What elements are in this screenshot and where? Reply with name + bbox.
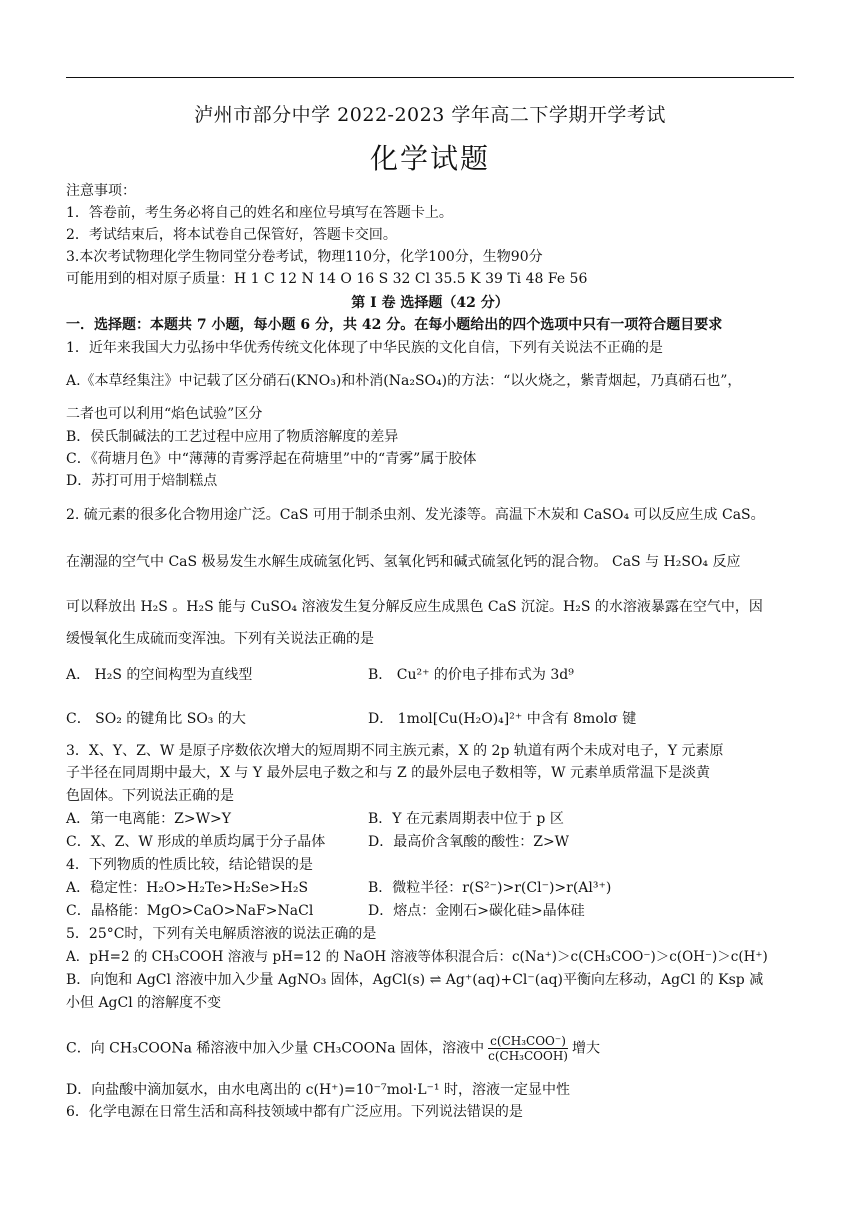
q1-option-d: D．苏打可用于焙制糕点	[66, 473, 218, 489]
q1-option-a-cont: 二者也可以利用“焰色试验”区分	[66, 406, 263, 422]
exam-title: 泸州市部分中学 2022-2023 学年高二下学期开学考试	[194, 104, 666, 126]
q2-line-1: 2. 硫元素的很多化合物用途广泛。CaS 可用于制杀虫剂、发光漆等。高温下木炭和 CaSO₄ 可以反应生成 CaS。	[66, 507, 765, 523]
section-title: 第 I 卷 选择题（42 分）	[351, 295, 509, 311]
q5-option-c-text: C．向 CH₃COONa 稀溶液中加入少量 CH₃COONa 固体，溶液中	[66, 1040, 485, 1057]
q4-stem: 4．下列物质的性质比较，结论错误的是	[66, 857, 313, 873]
subject-title: 化学试题	[369, 142, 490, 175]
q6-stem: 6．化学电源在日常生活和高科技领域中都有广泛应用。下列说法错误的是	[66, 1104, 523, 1120]
q3-option-b: B．Y 在元素周期表中位于 p 区	[368, 811, 564, 827]
header-rule	[66, 77, 794, 78]
q4-option-a: A．稳定性：H₂O>H₂Te>H₂Se>H₂S	[66, 880, 309, 896]
q1-stem: 1．近年来我国大力弘扬中华优秀传统文化体现了中华民族的文化自信，下列有关说法不正确的是	[66, 340, 663, 356]
q4-option-b: B．微粒半径：r(S²⁻)>r(Cl⁻)>r(Al³⁺)	[368, 880, 612, 896]
q5-option-c	[66, 1034, 600, 1063]
q5-option-c-end: 增大	[571, 1040, 600, 1057]
q4-option-d: D．熔点：金刚石>碳化硅>晶体硅	[368, 903, 585, 919]
q5-option-b-cont: 小但 AgCl 的溶解度不变	[66, 995, 222, 1011]
q3-option-a: A．第一电离能：Z>W>Y	[66, 811, 231, 827]
atomic-masses: 可能用到的相对原子质量：H 1 C 12 N 14 O 16 S 32 Cl 35.5 K 39 Ti 48 Fe 56	[66, 271, 588, 287]
concentration-ratio	[486, 1034, 570, 1063]
ratio-denominator: c(CH₃COOH)	[488, 1049, 568, 1063]
q2-line-2: 在潮湿的空气中 CaS 极易发生水解生成硫氢化钙、氢氧化钙和碱式硫氢化钙的混合物。 CaS 与 H₂SO₄ 反应	[66, 554, 741, 570]
q5-option-b: B．向饱和 AgCl 溶液中加入少量 AgNO₃ 固体，AgCl(s) ⇌ Ag⁺(aq)+Cl⁻(aq)平衡向左移动，AgCl 的 Ksp 减	[66, 972, 764, 988]
notice-item-1: 1．答卷前，考生务必将自己的姓名和座位号填写在答题卡上。	[66, 205, 453, 221]
section-instruction: 一．选择题：本题共 7 小题，每小题 6 分，共 42 分。在每小题给出的四个选项中只有一项符合题目要求	[66, 317, 723, 333]
q2-line-4: 缓慢氧化生成硫而变浑浊。下列有关说法正确的是	[66, 631, 374, 647]
notice-heading: 注意事项：	[66, 183, 136, 199]
q2-line-3: 可以释放出 H₂S 。H₂S 能与 CuSO₄ 溶液发生复分解反应生成黑色 CaS 沉淀。H₂S 的水溶液暴露在空气中，因	[66, 599, 763, 615]
q2-option-c: C． SO₂ 的键角比 SO₃ 的大	[66, 711, 246, 727]
q5-option-d: D．向盐酸中滴加氨水，由水电离出的 c(H⁺)=10⁻⁷mol·L⁻¹ 时，溶液一定显中性	[66, 1082, 570, 1098]
q3-line-2: 子半径在同周期中最大，X 与 Y 最外层电子数之和与 Z 的最外层电子数相等，W 元素单质常温下是淡黄	[66, 765, 711, 781]
q5-option-a: A．pH=2 的 CH₃COOH 溶液与 pH=12 的 NaOH 溶液等体积混合后：c(Na⁺)＞c(CH₃COO⁻)＞c(OH⁻)＞c(H⁺)	[66, 949, 768, 965]
q2-option-b: B． Cu²⁺ 的价电子排布式为 3d⁹	[368, 667, 574, 683]
q3-option-d: D．最高价含氧酸的酸性：Z>W	[368, 834, 570, 850]
q1-option-b: B．侯氏制碱法的工艺过程中应用了物质溶解度的差异	[66, 429, 399, 445]
notice-item-2: 2．考试结束后，将本试卷自己保管好，答题卡交回。	[66, 227, 397, 243]
q1-option-c: C．《荷塘月色》中“薄薄的青雾浮起在荷塘里”中的“青雾”属于胶体	[66, 451, 477, 467]
q5-stem: 5．25°C时，下列有关电解质溶液的说法正确的是	[66, 926, 377, 942]
ratio-numerator: c(CH₃COO⁻)	[490, 1034, 566, 1048]
q3-line-1: 3．X、Y、Z、W 是原子序数依次增大的短周期不同主族元素，X 的 2p 轨道有两个未成对电子，Y 元素原	[66, 743, 724, 759]
q2-option-d: D． 1mol[Cu(H₂O)₄]²⁺ 中含有 8molσ 键	[368, 711, 637, 727]
q1-option-a: A.《本草经集注》中记载了区分硝石(KNO₃)和朴消(Na₂SO₄)的方法：“以火烧之，紫青烟起，乃真硝石也”，	[66, 373, 742, 389]
q3-option-c: C．X、Z、W 形成的单质均属于分子晶体	[66, 834, 326, 850]
q2-option-a: A． H₂S 的空间构型为直线型	[66, 667, 253, 683]
q3-line-3: 色固体。下列说法正确的是	[66, 788, 234, 804]
q4-option-c: C．晶格能：MgO>CaO>NaF>NaCl	[66, 903, 314, 919]
notice-item-3: 3.本次考试物理化学生物同堂分卷考试，物理110分，化学100分，生物90分	[66, 249, 543, 265]
